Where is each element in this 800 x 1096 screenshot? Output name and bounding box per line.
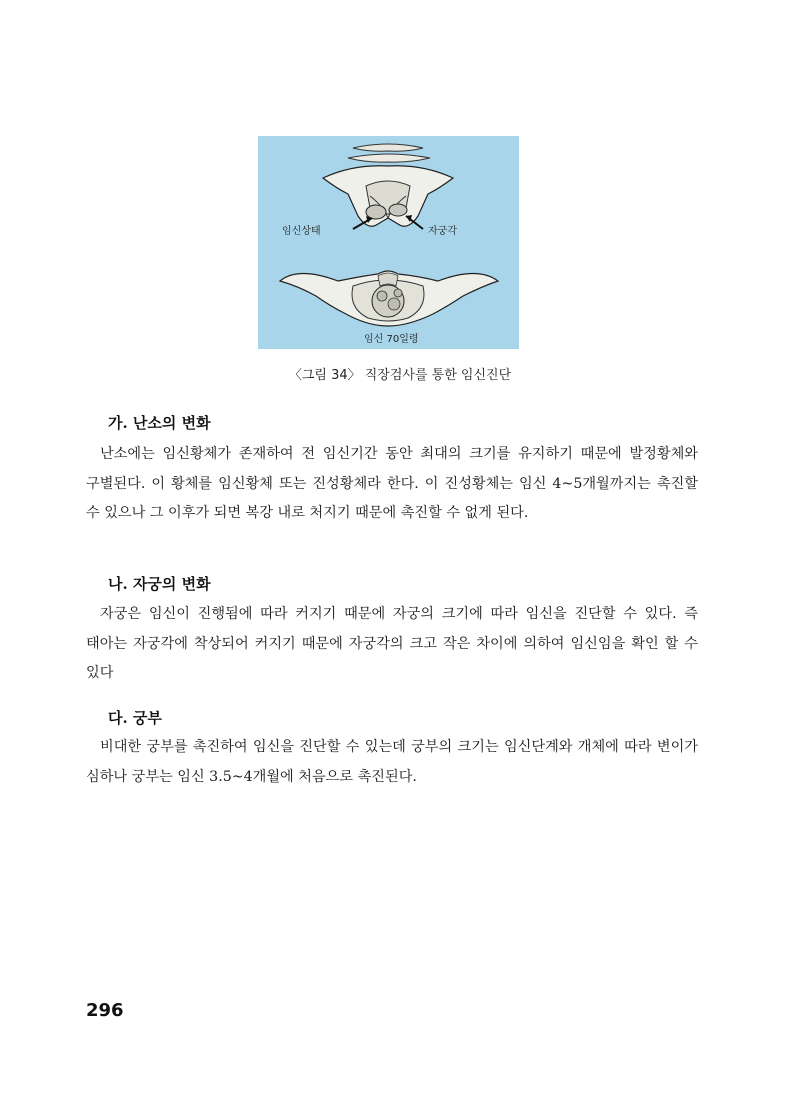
figure-caption: 〈그림 34〉 직장검사를 통한 임신진단 (288, 368, 512, 383)
figure-label-uterine-horn: 자궁각 (428, 226, 457, 237)
figure-image (258, 136, 519, 349)
section-heading-cotyledon: 다. 궁부 (108, 709, 162, 727)
section-heading-ovary: 가. 난소의 변화 (108, 414, 211, 432)
figure-label-pregnancy-state: 임신상태 (282, 226, 321, 237)
figure-label-70-days: 임신 70일령 (364, 334, 419, 345)
section-heading-uterus: 나. 자궁의 변화 (108, 575, 211, 593)
section-body-cotyledon: 비대한 궁부를 촉진하여 임신을 진단할 수 있는데 궁부의 크기는 임신단계와 개체에 따라 변이가 심하나 궁부는 임신 3.5~4개월에 처음으로 촉진된다. (86, 739, 698, 785)
page-number: 296 (86, 1000, 124, 1021)
pelvis-illustration (258, 136, 519, 349)
section-body-uterus: 자궁은 임신이 진행됨에 따라 커지기 때문에 자궁의 크기에 따라 임신을 진단할 수 있다. 즉 태아는 자궁각에 착상되어 커지기 때문에 자궁각의 크고 작은 차이에 의하여 임신임을 확인 할 수 있다 (86, 606, 698, 681)
section-body-ovary: 난소에는 임신황체가 존재하여 전 임신기간 동안 최대의 크기를 유지하기 때문에 발정황체와 구별된다. 이 황체를 임신황체 또는 진성황체라 한다. 이 진성황체는 임신 4~5개월까지는 촉진할 수 있으나 그 이후가 되면 복강 내로 처지기 때문에 촉진할 수 없게 된다. (86, 446, 698, 521)
